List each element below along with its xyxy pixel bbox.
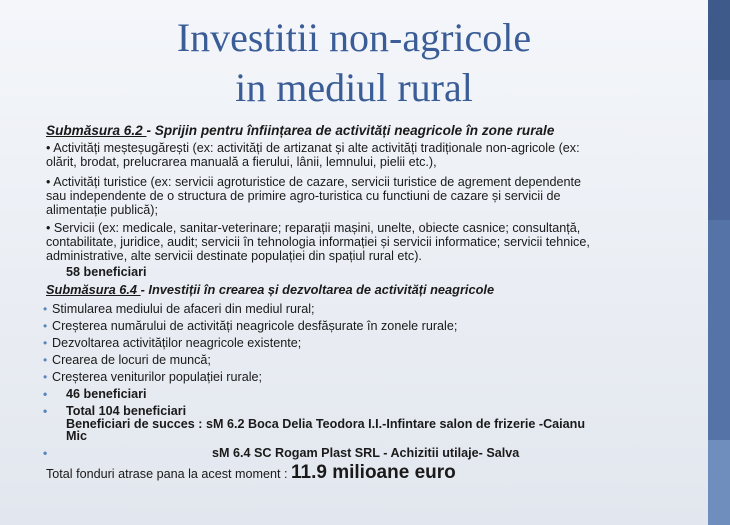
side-bar-segment (708, 80, 730, 220)
objective-item: • Creșterea numărului de activități neagricole desfășurate în zonele rurale; (43, 319, 458, 333)
side-bar-segment (708, 440, 730, 525)
submeasure-6-2-title: - Sprijin pentru înființarea de activități neagricole în zone rurale (146, 123, 555, 138)
activity-tourism-line-1: • Activități turistice (ex: servicii agroturistice de cazare, servicii turistice de agrement dependente (46, 175, 581, 189)
submeasure-6-2-beneficiaries: 58 beneficiari (66, 265, 147, 279)
activity-crafts-line-1: • Activități meșteșugărești (ex: activități de artizanat și alte activități tradiționale non-agricole (ex: (46, 141, 580, 155)
submeasure-6-4-code: Submăsura 6.4 (46, 282, 141, 297)
success-beneficiary-1-cont: Mic (66, 429, 87, 443)
side-bar-segment (708, 0, 730, 80)
submeasure-6-4-title: - Investiții în crearea și dezvoltarea de activități neagricole (140, 282, 495, 297)
funds-value: 11.9 milioane euro (291, 462, 456, 483)
slide-title-line-1: Investitii non-agricole (176, 15, 532, 60)
objective-item: • Creșterea veniturilor populației rurale; (43, 370, 262, 384)
funds-label: Total fonduri atrase pana la acest moment : (46, 467, 292, 481)
submeasure-6-4-beneficiaries: • 46 beneficiari (43, 387, 147, 401)
total-beneficiaries: • Total 104 beneficiari (43, 404, 187, 418)
activity-services-line-3: administrative, alte servicii destinate populației din spațiul rural etc). (46, 249, 422, 263)
funds-total (46, 462, 456, 483)
submeasure-6-4-heading (46, 283, 494, 297)
activity-tourism-line-3: alimentație publică); (46, 203, 159, 217)
submeasure-6-2-code: Submăsura 6.2 (46, 123, 147, 138)
bullet-dot-icon: • (43, 446, 48, 460)
bullet-dot-icon: • (43, 387, 48, 401)
bullet-dot-icon: • (43, 336, 48, 350)
slide-title-line-2: in mediul rural (235, 65, 473, 110)
decorative-side-bar (708, 0, 730, 525)
objective-item: • Crearea de locuri de muncă; (43, 353, 211, 367)
bullet-dot-icon: • (43, 353, 48, 367)
objective-item: • Stimularea mediului de afaceri din mediul rural; (43, 302, 315, 316)
activity-crafts-line-2: olărit, brodat, prelucrarea manuală a fierului, lânii, lemnului, pielii etc.), (46, 155, 437, 169)
activity-tourism-line-2: sau independente de o structura de primire agro-turistica cu functiuni de cazare și servicii de (46, 189, 561, 203)
success-beneficiary-1: Beneficiari de succes : sM 6.2 Boca Delia Teodora I.I.-Infintare salon de frizerie -Caianu (66, 417, 586, 431)
bullet-dot-icon: • (43, 302, 48, 316)
submeasure-6-2-heading (46, 124, 554, 138)
side-bar-segment (708, 220, 730, 440)
activity-services-line-2: contabilitate, juridice, audit; servicii în tehnologia informației și servicii informatice; servicii tehnice, (46, 235, 590, 249)
bullet-dot-icon: • (43, 370, 48, 384)
activity-services-line-1: • Servicii (ex: medicale, sanitar-veterinare; reparații mașini, unelte, obiecte casnice; consultanță, (46, 221, 581, 235)
success-beneficiary-2: • sM 6.4 SC Rogam Plast SRL - Achizitii utilaje- Salva (43, 446, 520, 460)
bullet-dot-icon: • (43, 319, 48, 333)
objective-item: • Dezvoltarea activităților neagricole existente; (43, 336, 302, 350)
bullet-dot-icon: • (43, 404, 48, 418)
